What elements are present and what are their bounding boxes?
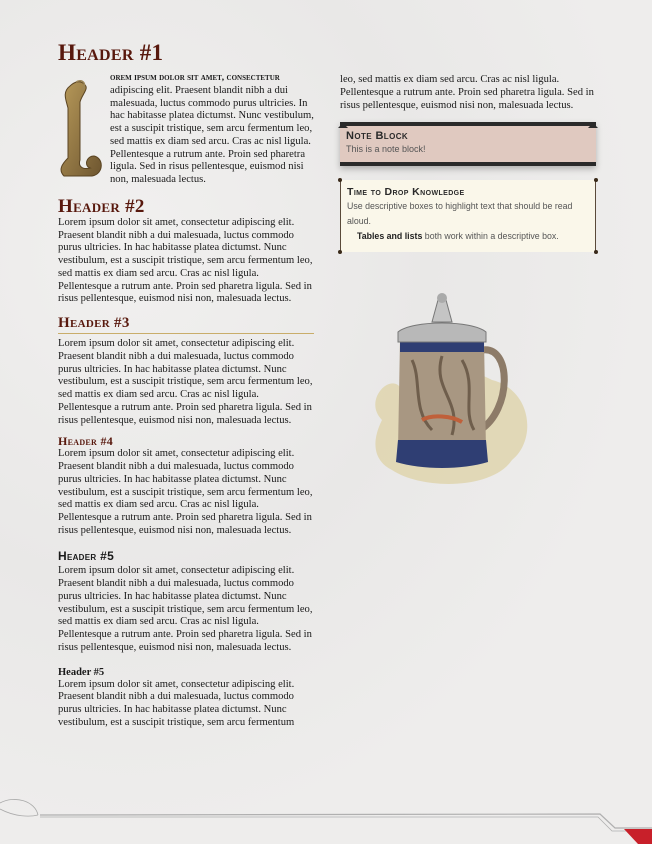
header-3: Header #3 — [58, 315, 314, 334]
note-text: This is a note block! — [346, 144, 426, 154]
descriptive-bold: Tables and lists — [357, 230, 423, 241]
corner-dot — [338, 178, 342, 182]
note-title: Note Block — [346, 130, 409, 143]
header-6: Header #5 — [58, 666, 105, 678]
header-4: Header #4 — [58, 434, 114, 449]
header-2: Header #2 — [58, 195, 145, 217]
intro-first-line: orem ipsum dolor sit amet, consectetur — [110, 73, 280, 83]
intro-text: adipiscing elit. Praesent blandit nibh a dui malesuada, luctus commodo purus ultricies. In hac habitasse platea dictumst. Nunc vestibulum, est a suscipit tristique, sem arcu fermentum leo, sed mattis ex diam sed arcu. Cras ac nisl ligula. Pellentesque a rutrum ante. Proin sed pharetra ligula. Sed in risus pellentesque, euismod nisi non, malesuada lectus. — [110, 84, 314, 185]
descriptive-box — [340, 180, 596, 252]
dropcap-l-icon — [52, 78, 104, 180]
paragraph: Lorem ipsum dolor sit amet, consectetur adipiscing elit. Praesent blandit nibh a dui malesuada, luctus commodo purus ultricies. In hac habitasse platea dictumst. Nunc vestibulum, est a suscipit tristique, sem arcu fermentum leo, sed mattis ex diam sed arcu. Cras ac nisl ligula. Pellentesque a rutrum ante. Proin sed pharetra ligula. Sed in risus pellentesque, euismod nisi non, malesuada lectus. — [58, 338, 313, 426]
header-5: Header #5 — [58, 548, 115, 563]
page-footer-decoration — [0, 795, 652, 844]
corner-dot — [338, 250, 342, 254]
descriptive-text: Use descriptive boxes to highlight text that should be read aloud. — [347, 200, 573, 226]
corner-dot — [594, 250, 598, 254]
intro-paragraph — [58, 72, 314, 187]
note-block — [340, 122, 596, 166]
paragraph: Lorem ipsum dolor sit amet, consectetur adipiscing elit. Praesent blandit nibh a dui malesuada, luctus commodo purus ultricies. In hac habitasse platea dictumst. Nunc vestibulum, est a suscipit tristique, sem arcu fermentum leo, sed mattis ex diam sed arcu. Cras ac nisl ligula. Pellentesque a rutrum ante. Proin sed pharetra ligula. Sed in risus pellentesque, euismod nisi non, malesuada lectus. — [58, 448, 313, 536]
paragraph: Lorem ipsum dolor sit amet, consectetur adipiscing elit. Praesent blandit nibh a dui malesuada, luctus commodo purus ultricies. In hac habitasse platea dictumst. Nunc vestibulum, est a suscipit tristique, sem arcu fermentum leo, sed mattis ex diam sed arcu. Cras ac nisl ligula. Pellentesque a rutrum ante. Proin sed pharetra ligula. Sed in risus pellentesque, euismod nisi non, malesuada lectus. — [58, 216, 313, 305]
footer-accent — [624, 829, 652, 844]
corner-dot — [594, 178, 598, 182]
beer-stein-image — [362, 290, 542, 500]
paragraph-continued: leo, sed mattis ex diam sed arcu. Cras ac nisl ligula. Pellentesque a rutrum ante. Proin sed pharetra ligula. Sed in risus pellentesque, euismod nisi non, malesuada lectus. — [340, 74, 594, 111]
paragraph: Lorem ipsum dolor sit amet, consectetur adipiscing elit. Praesent blandit nibh a dui malesuada, luctus commodo purus ultricies. In hac habitasse platea dictumst. Nunc vestibulum, est a suscipit tristique, sem arcu fermentum — [58, 678, 295, 728]
header-1: Header #1 — [58, 40, 164, 65]
right-column — [340, 74, 596, 252]
left-column — [58, 40, 314, 730]
paragraph: Lorem ipsum dolor sit amet, consectetur adipiscing elit. Praesent blandit nibh a dui malesuada, luctus commodo purus ultricies. In hac habitasse platea dictumst. Nunc vestibulum, est a suscipit tristique, sem arcu fermentum leo, sed mattis ex diam sed arcu. Cras ac nisl ligula. Pellentesque a rutrum ante. Proin sed pharetra ligula. Sed in risus pellentesque, euismod nisi non, malesuada lectus. — [58, 565, 313, 653]
descriptive-list-text: both work within a descriptive box. — [422, 230, 559, 241]
descriptive-title: Time to Drop Knowledge — [347, 186, 465, 198]
